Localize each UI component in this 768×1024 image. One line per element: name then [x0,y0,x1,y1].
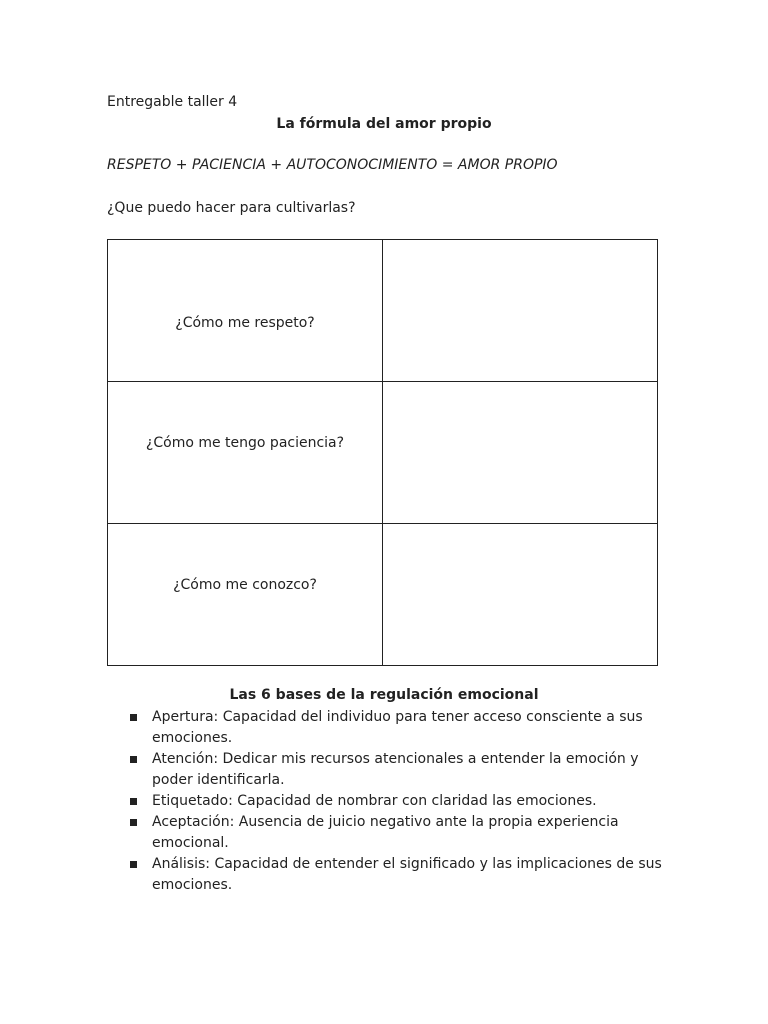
list-item-text: Atención: Dedicar mis recursos atencionales a entender la emoción y poder identificarla. [152,751,639,788]
list-item [130,707,670,749]
prompt-cell [108,524,383,666]
prompt-cell [108,240,383,382]
list-item [130,749,670,791]
bullet-list [130,707,670,896]
list-item [130,812,670,854]
square-bullet-icon [130,861,137,868]
list-item-text: Etiquetado: Capacidad de nombrar con claridad las emociones. [152,793,597,809]
square-bullet-icon [130,798,137,805]
answer-cell[interactable] [383,240,658,382]
list-item [130,854,670,896]
square-bullet-icon [130,756,137,763]
answer-cell[interactable] [383,524,658,666]
table-row [108,382,658,524]
square-bullet-icon [130,714,137,721]
list-item-text: Aceptación: Ausencia de juicio negativo ante la propia experiencia emocional. [152,814,619,851]
table-row [108,524,658,666]
prompt-text: ¿Cómo me respeto? [175,314,315,331]
list-item-text: Apertura: Capacidad del individuo para tener acceso consciente a sus emociones. [152,709,643,746]
prompt-cell [108,382,383,524]
square-bullet-icon [130,819,137,826]
answer-cell[interactable] [383,382,658,524]
doc-header: Entregable taller 4 [107,94,238,110]
list-item-text: Análisis: Capacidad de entender el significado y las implicaciones de sus emociones. [152,856,662,893]
reflection-table [107,239,658,666]
prompt-text: ¿Cómo me tengo paciencia? [145,434,345,451]
doc-title: La fórmula del amor propio [276,116,492,132]
formula-text: RESPETO + PACIENCIA + AUTOCONOCIMIENTO = AMOR PROPIO [107,157,558,173]
prompt-text: ¿Cómo me conozco? [173,576,317,593]
list-item [130,791,670,812]
table-row [108,240,658,382]
question-text: ¿Que puedo hacer para cultivarlas? [107,200,356,216]
section-title: Las 6 bases de la regulación emocional [229,687,539,703]
